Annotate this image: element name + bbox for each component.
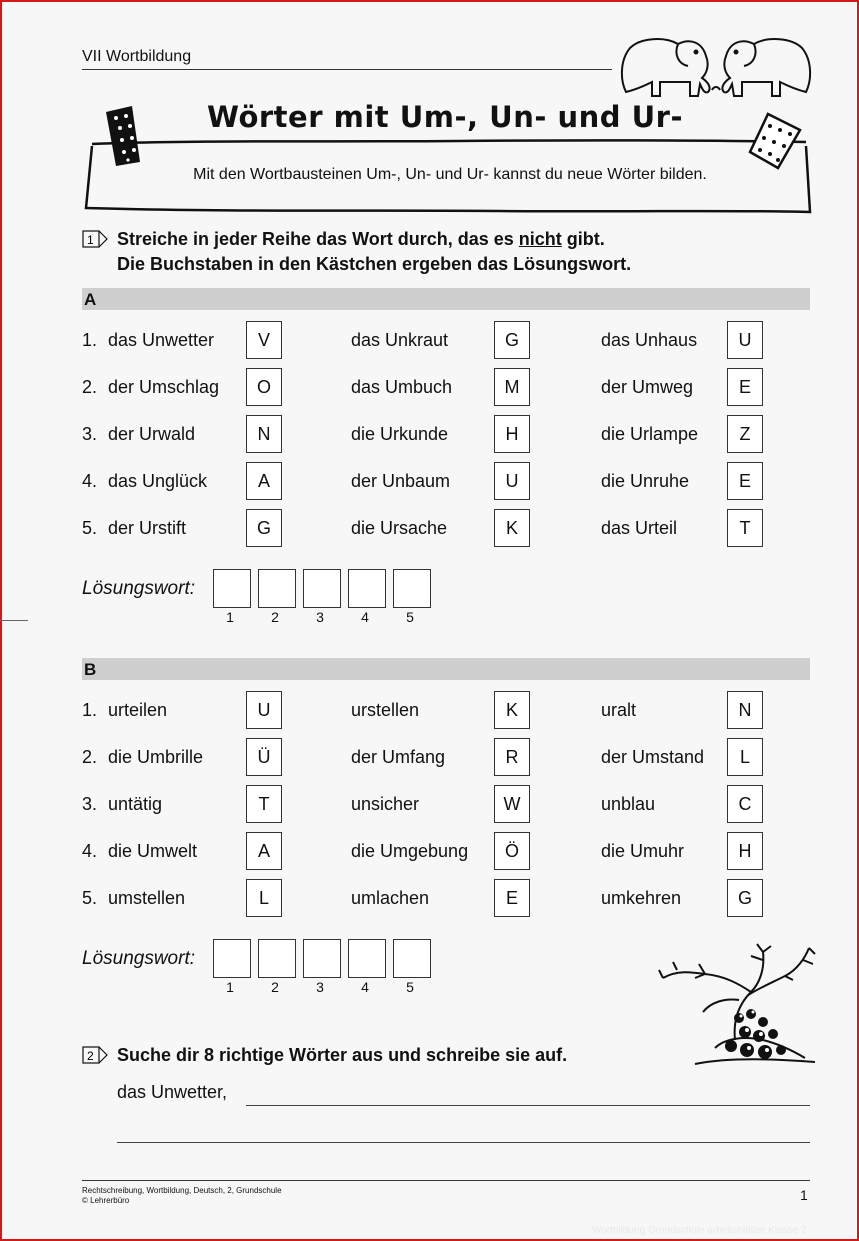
task-1-number: 1 bbox=[87, 233, 94, 247]
word-option[interactable]: die Umuhr bbox=[601, 841, 685, 861]
row-number: 5. bbox=[82, 518, 98, 538]
solution-box-number: 4 bbox=[361, 609, 369, 625]
task-2-number: 2 bbox=[87, 1049, 94, 1063]
word-option[interactable]: die Urlampe bbox=[601, 424, 699, 444]
letter-box: Ü bbox=[246, 738, 282, 776]
letter-box: T bbox=[246, 785, 282, 823]
solution-box[interactable] bbox=[393, 939, 431, 978]
letter-box: H bbox=[727, 832, 763, 870]
task-1-marker bbox=[82, 230, 108, 248]
solution-box[interactable] bbox=[213, 939, 251, 978]
solution-box[interactable] bbox=[393, 569, 431, 608]
answer-line-2[interactable] bbox=[117, 1142, 810, 1143]
word-option[interactable]: das Umbuch bbox=[351, 377, 453, 397]
task-2-marker bbox=[82, 1046, 108, 1064]
solution-box-number: 4 bbox=[361, 979, 369, 995]
letter-box: K bbox=[494, 691, 530, 729]
letter-box: C bbox=[727, 785, 763, 823]
section-a-label: A bbox=[84, 290, 97, 309]
row-number: 4. bbox=[82, 841, 98, 861]
worksheet-title: Wörter mit Um-, Un- und Ur- bbox=[207, 100, 683, 134]
header-rule bbox=[82, 69, 612, 70]
letter-box: E bbox=[727, 368, 763, 406]
answer-example: das Unwetter, bbox=[117, 1082, 228, 1102]
solution-box-number: 2 bbox=[271, 979, 279, 995]
exercise-row bbox=[0, 879, 859, 917]
row-number: 5. bbox=[82, 888, 98, 908]
word-option[interactable]: umlachen bbox=[351, 888, 430, 908]
solution-box[interactable] bbox=[303, 939, 341, 978]
letter-box: M bbox=[494, 368, 530, 406]
word-option[interactable]: die Ursache bbox=[351, 518, 448, 538]
letter-box: U bbox=[727, 321, 763, 359]
letter-box: T bbox=[727, 509, 763, 547]
word-option[interactable]: die Unruhe bbox=[601, 471, 690, 491]
solution-box-number: 5 bbox=[406, 979, 414, 995]
word-option[interactable]: der Umstand bbox=[601, 747, 705, 767]
footer-credits bbox=[82, 1186, 282, 1206]
exercise-row bbox=[0, 738, 859, 776]
word-option[interactable]: die Urkunde bbox=[351, 424, 449, 444]
watermark-text: Wortbildung Grundschule arbeitsblätter Klasse 2 bbox=[592, 1225, 807, 1236]
solution-box[interactable] bbox=[213, 569, 251, 608]
word-option[interactable]: die Umwelt bbox=[108, 841, 198, 861]
row-number: 3. bbox=[82, 424, 98, 444]
solution-box-number: 1 bbox=[226, 979, 234, 995]
letter-box: N bbox=[727, 691, 763, 729]
exercise-row bbox=[0, 321, 859, 359]
letter-box: H bbox=[494, 415, 530, 453]
letter-box: A bbox=[246, 462, 282, 500]
dotted-cushion-right bbox=[750, 114, 800, 168]
word-option[interactable]: umstellen bbox=[108, 888, 186, 908]
word-option[interactable]: urstellen bbox=[351, 700, 420, 720]
letter-box: Ö bbox=[494, 832, 530, 870]
word-option[interactable]: die Umbrille bbox=[108, 747, 204, 767]
exercise-row bbox=[0, 785, 859, 823]
footer-rule bbox=[82, 1180, 810, 1181]
footer-publisher: © Lehrerbüro bbox=[82, 1196, 130, 1205]
exercise-row bbox=[0, 509, 859, 547]
task-1-instructions bbox=[117, 227, 631, 277]
exercise-row bbox=[0, 691, 859, 729]
row-number: 4. bbox=[82, 471, 98, 491]
exercise-row bbox=[0, 368, 859, 406]
solution-box-number: 1 bbox=[226, 609, 234, 625]
word-option[interactable]: untätig bbox=[108, 794, 163, 814]
solution-box[interactable] bbox=[348, 569, 386, 608]
page-number: 1 bbox=[800, 1187, 808, 1203]
row-number: 3. bbox=[82, 794, 98, 814]
letter-box: Z bbox=[727, 415, 763, 453]
letter-box: N bbox=[246, 415, 282, 453]
chapter-heading: VII Wortbildung bbox=[82, 48, 192, 65]
letter-box: A bbox=[246, 832, 282, 870]
word-option[interactable]: das Unwetter bbox=[108, 330, 215, 350]
word-option[interactable]: der Umfang bbox=[351, 747, 446, 767]
word-option[interactable]: der Urwald bbox=[108, 424, 196, 444]
letter-box: E bbox=[494, 879, 530, 917]
fold-mark bbox=[0, 620, 28, 621]
task-2-instructions: Suche dir 8 richtige Wörter aus und schreibe sie auf. bbox=[117, 1045, 568, 1065]
section-b-solution-label: Lösungswort: bbox=[82, 948, 196, 969]
word-option[interactable]: unblau bbox=[601, 794, 656, 814]
letter-box: W bbox=[494, 785, 530, 823]
solution-box-number: 3 bbox=[316, 979, 324, 995]
row-number: 1. bbox=[82, 700, 98, 720]
letter-box: V bbox=[246, 321, 282, 359]
word-option[interactable]: umkehren bbox=[601, 888, 682, 908]
word-option[interactable]: uralt bbox=[601, 700, 637, 720]
footer-subject: Rechtschreibung, Wortbildung, Deutsch, 2, Grundschule bbox=[82, 1186, 282, 1195]
row-number: 2. bbox=[82, 747, 98, 767]
word-option[interactable]: das Urteil bbox=[601, 518, 678, 538]
row-number: 1. bbox=[82, 330, 98, 350]
elephants-illustration bbox=[616, 30, 816, 102]
section-b-bar bbox=[82, 658, 810, 680]
letter-box: G bbox=[727, 879, 763, 917]
word-option[interactable]: der Umschlag bbox=[108, 377, 220, 397]
section-a-bar bbox=[82, 288, 810, 310]
exercise-row bbox=[0, 415, 859, 453]
solution-box[interactable] bbox=[348, 939, 386, 978]
word-option[interactable]: das Unglück bbox=[108, 471, 208, 491]
letter-box: U bbox=[246, 691, 282, 729]
letter-box: U bbox=[494, 462, 530, 500]
exercise-row bbox=[0, 462, 859, 500]
solution-box-number: 5 bbox=[406, 609, 414, 625]
tree-illustration bbox=[655, 940, 820, 1075]
word-option[interactable]: die Umgebung bbox=[351, 841, 469, 861]
solution-box[interactable] bbox=[258, 569, 296, 608]
letter-box: R bbox=[494, 738, 530, 776]
letter-box: K bbox=[494, 509, 530, 547]
task-1-line-2: Die Buchstaben in den Kästchen ergeben das Lösungswort. bbox=[117, 254, 632, 274]
row-number: 2. bbox=[82, 377, 98, 397]
letter-box: L bbox=[246, 879, 282, 917]
word-option[interactable]: urteilen bbox=[108, 700, 168, 720]
intro-text: Mit den Wortbausteinen Um-, Un- und Ur- kannst du neue Wörter bilden. bbox=[193, 166, 707, 183]
section-a-solution-label: Lösungswort: bbox=[82, 578, 196, 599]
emphasis-nicht: nicht bbox=[518, 229, 562, 249]
word-option[interactable]: das Unkraut bbox=[351, 330, 449, 350]
solution-box-number: 2 bbox=[271, 609, 279, 625]
word-option[interactable]: das Unhaus bbox=[601, 330, 698, 350]
task-1-line-1: Streiche in jeder Reihe das Wort durch, das es nicht gibt. bbox=[117, 229, 605, 249]
letter-box: L bbox=[727, 738, 763, 776]
solution-box-number: 3 bbox=[316, 609, 324, 625]
section-b-label: B bbox=[84, 660, 97, 679]
word-option[interactable]: unsicher bbox=[351, 794, 420, 814]
word-option[interactable]: der Urstift bbox=[108, 518, 187, 538]
solution-box[interactable] bbox=[303, 569, 341, 608]
word-option[interactable]: der Unbaum bbox=[351, 471, 451, 491]
dotted-cushion-left bbox=[106, 106, 140, 166]
word-option[interactable]: der Umweg bbox=[601, 377, 694, 397]
letter-box: G bbox=[246, 509, 282, 547]
exercise-row bbox=[0, 832, 859, 870]
solution-box[interactable] bbox=[258, 939, 296, 978]
answer-line-1[interactable] bbox=[246, 1105, 810, 1106]
letter-box: G bbox=[494, 321, 530, 359]
letter-box: O bbox=[246, 368, 282, 406]
letter-box: E bbox=[727, 462, 763, 500]
